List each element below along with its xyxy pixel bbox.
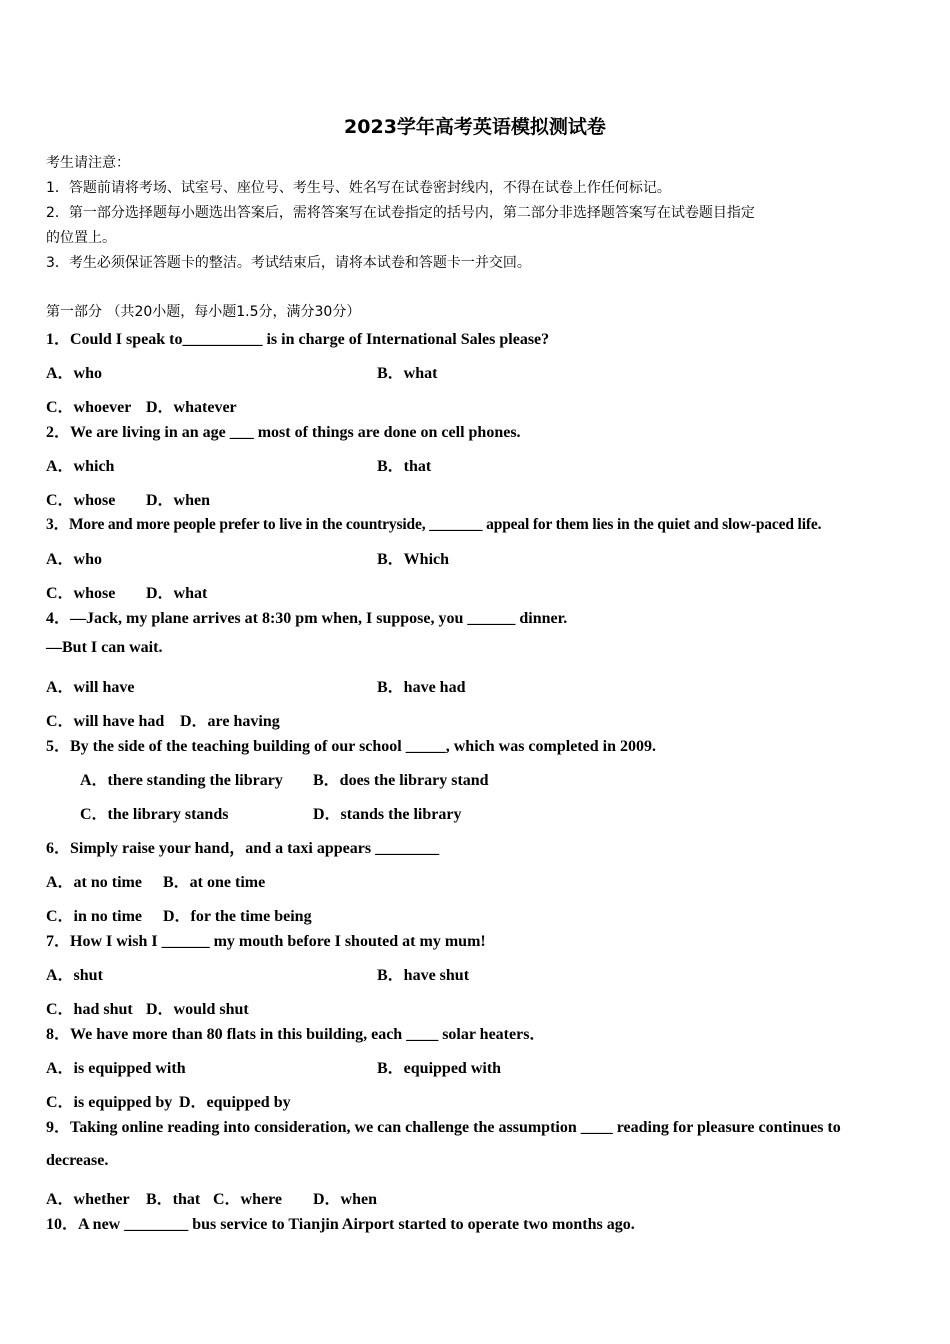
question-stem: 2．We are living in an age ___ most of things are done on cell phones.: [46, 424, 521, 441]
option-a: A．at no time: [46, 874, 142, 891]
option-d: D．would shut: [146, 1001, 249, 1018]
option-b: B．that: [146, 1191, 201, 1208]
question-stem: 10．A new ________ bus service to Tianjin Airport started to operate two months ago.: [46, 1216, 635, 1233]
option-a: A．who: [46, 551, 103, 568]
option-b: B．equipped with: [377, 1060, 502, 1077]
option-a: A．shut: [46, 967, 103, 984]
option-d: D．for the time being: [163, 908, 312, 925]
question-stem-reply: —But I can wait.: [46, 639, 163, 656]
option-c: C．is equipped by: [46, 1094, 173, 1111]
option-b: B．at one time: [163, 874, 266, 891]
option-c: C．in no time: [46, 908, 143, 925]
question-stem: 1．Could I speak to__________ is in charge of International Sales please?: [46, 331, 550, 348]
part-one-heading: 第一部分 （共20小题，每小题1.5分，满分30分）: [46, 304, 361, 320]
option-a: A．who: [46, 365, 103, 382]
option-b: B．have shut: [377, 967, 470, 984]
option-d: D．are having: [180, 713, 280, 730]
option-a: A．which: [46, 458, 115, 475]
option-c: C．whose: [46, 585, 116, 602]
question-stem-cont: decrease.: [46, 1152, 109, 1169]
option-c: C．will have had: [46, 713, 165, 730]
page-title: 2023学年高考英语模拟测试卷: [344, 116, 606, 138]
option-a: A．will have: [46, 679, 135, 696]
option-c: C．had shut: [46, 1001, 133, 1018]
notice-line-3: 3．考生必须保证答题卡的整洁。考试结束后，请将本试卷和答题卡一并交回。: [46, 255, 531, 271]
notice-line-1: 1．答题前请将考场、试室号、座位号、考生号、姓名写在试卷密封线内，不得在试卷上作任何标记。: [46, 180, 671, 196]
option-b: B．does the library stand: [313, 772, 489, 789]
option-d: D．whatever: [146, 399, 237, 416]
option-d: D．when: [313, 1191, 378, 1208]
option-c: C．whoever: [46, 399, 132, 416]
option-a: A．whether: [46, 1191, 130, 1208]
question-stem: 6．Simply raise your hand，and a taxi appears ________: [46, 840, 440, 857]
question-stem: 3．More and more people prefer to live in the countryside, _______ appeal for them lies in the quiet and slow-paced life.: [46, 516, 822, 533]
option-d: D．when: [146, 492, 211, 509]
option-a: A．there standing the library: [80, 772, 283, 789]
option-c: C．where: [213, 1191, 283, 1208]
option-d: D．stands the library: [313, 806, 462, 823]
option-c: C．the library stands: [80, 806, 229, 823]
notice-line-2-cont: 的位置上。: [46, 230, 116, 246]
option-b: B．that: [377, 458, 432, 475]
question-stem: 9．Taking online reading into consideration, we can challenge the assumption ____ reading for pleasure continues to: [46, 1119, 841, 1136]
question-stem: 8．We have more than 80 flats in this building, each ____ solar heaters．: [46, 1026, 546, 1043]
question-stem: 5．By the side of the teaching building of our school _____, which was completed in 2009.: [46, 738, 656, 755]
option-d: D．equipped by: [179, 1094, 291, 1111]
notice-line-2: 2．第一部分选择题每小题选出答案后，需将答案写在试卷指定的括号内，第二部分非选择题答案写在试卷题目指定: [46, 205, 755, 221]
option-b: B．Which: [377, 551, 450, 568]
question-stem: 4．—Jack, my plane arrives at 8:30 pm when, I suppose, you ______ dinner.: [46, 610, 568, 627]
option-b: B．what: [377, 365, 438, 382]
option-c: C．whose: [46, 492, 116, 509]
notice-heading: 考生请注意：: [46, 155, 130, 171]
option-a: A．is equipped with: [46, 1060, 186, 1077]
option-d: D．what: [146, 585, 208, 602]
question-stem: 7．How I wish I ______ my mouth before I shouted at my mum!: [46, 933, 486, 950]
option-b: B．have had: [377, 679, 466, 696]
